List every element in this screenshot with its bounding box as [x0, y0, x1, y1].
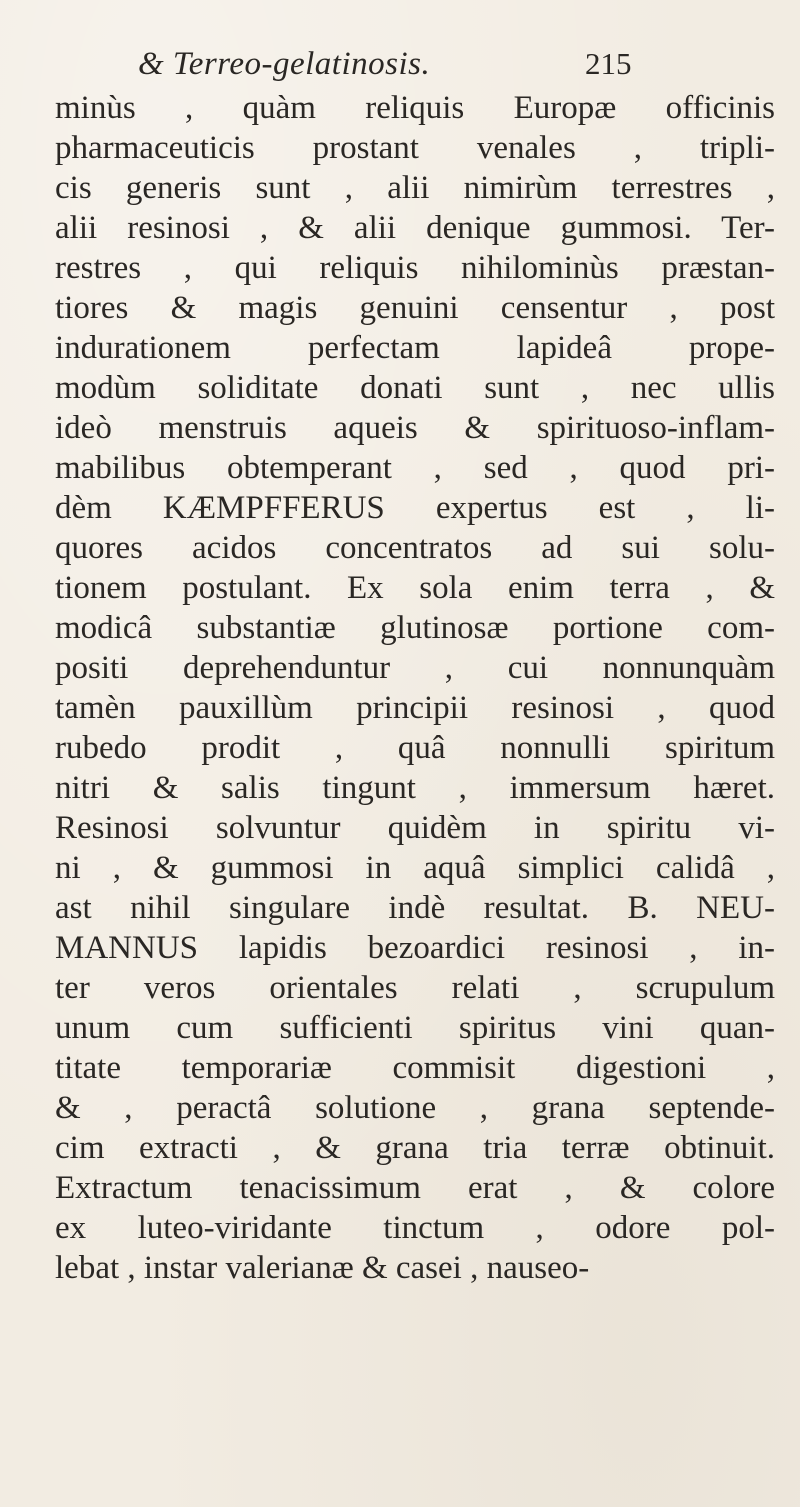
text-line: ex luteo-viridante tinctum , odore pol-: [55, 1210, 775, 1246]
text-line: modicâ substantiæ glutinosæ portione com-: [55, 610, 775, 646]
text-line: pharmaceuticis prostant venales , tripli-: [55, 130, 775, 166]
text-line: quores acidos concentratos ad sui solu-: [55, 530, 775, 566]
text-line: dèm KÆMPFFERUS expertus est , li-: [55, 490, 775, 526]
text-line: tiores & magis genuini censentur , post: [55, 290, 775, 326]
text-line: unum cum sufficienti spiritus vini quan-: [55, 1010, 775, 1046]
text-line: alii resinosi , & alii denique gummosi. Ter-: [55, 210, 775, 246]
text-line: ni , & gummosi in aquâ simplici calidâ ,: [55, 850, 775, 886]
text-line: indurationem perfectam lapideâ prope-: [55, 330, 775, 366]
text-line: titate temporariæ commisit digestioni ,: [55, 1050, 775, 1086]
text-line: rubedo prodit , quâ nonnulli spiritum: [55, 730, 775, 766]
text-line: ter veros orientales relati , scrupulum: [55, 970, 775, 1006]
text-line: mabilibus obtemperant , sed , quod pri-: [55, 450, 775, 486]
text-line: positi deprehenduntur , cui nonnunquàm: [55, 650, 775, 686]
text-line: ideò menstruis aqueis & spirituoso-inflam-: [55, 410, 775, 446]
text-line: cis generis sunt , alii nimirùm terrestres ,: [55, 170, 775, 206]
body-text: [55, 88, 775, 1288]
running-head: & Terreo-gelatinosis.: [138, 46, 431, 82]
text-line: MANNUS lapidis bezoardici resinosi , in-: [55, 930, 775, 966]
text-line: tionem postulant. Ex sola enim terra , &: [55, 570, 775, 606]
text-line: Resinosi solvuntur quidèm in spiritu vi-: [55, 810, 775, 846]
text-line: lebat , instar valerianæ & casei , nauseo-: [55, 1250, 590, 1286]
text-line: modùm soliditate donati sunt , nec ullis: [55, 370, 775, 406]
page-header: [0, 46, 800, 86]
text-line: cim extracti , & grana tria terræ obtinuit.: [55, 1130, 775, 1166]
text-line: nitri & salis tingunt , immersum hæret.: [55, 770, 775, 806]
text-line: restres , qui reliquis nihilominùs præstan-: [55, 250, 775, 286]
text-line: & , peractâ solutione , grana septende-: [55, 1090, 775, 1126]
text-line: tamèn pauxillùm principii resinosi , quod: [55, 690, 775, 726]
text-line: Extractum tenacissimum erat , & colore: [55, 1170, 775, 1206]
text-line: ast nihil singulare indè resultat. B. NEU-: [55, 890, 775, 926]
page-number: 215: [585, 46, 632, 81]
text-line: minùs , quàm reliquis Europæ officinis: [55, 90, 775, 126]
